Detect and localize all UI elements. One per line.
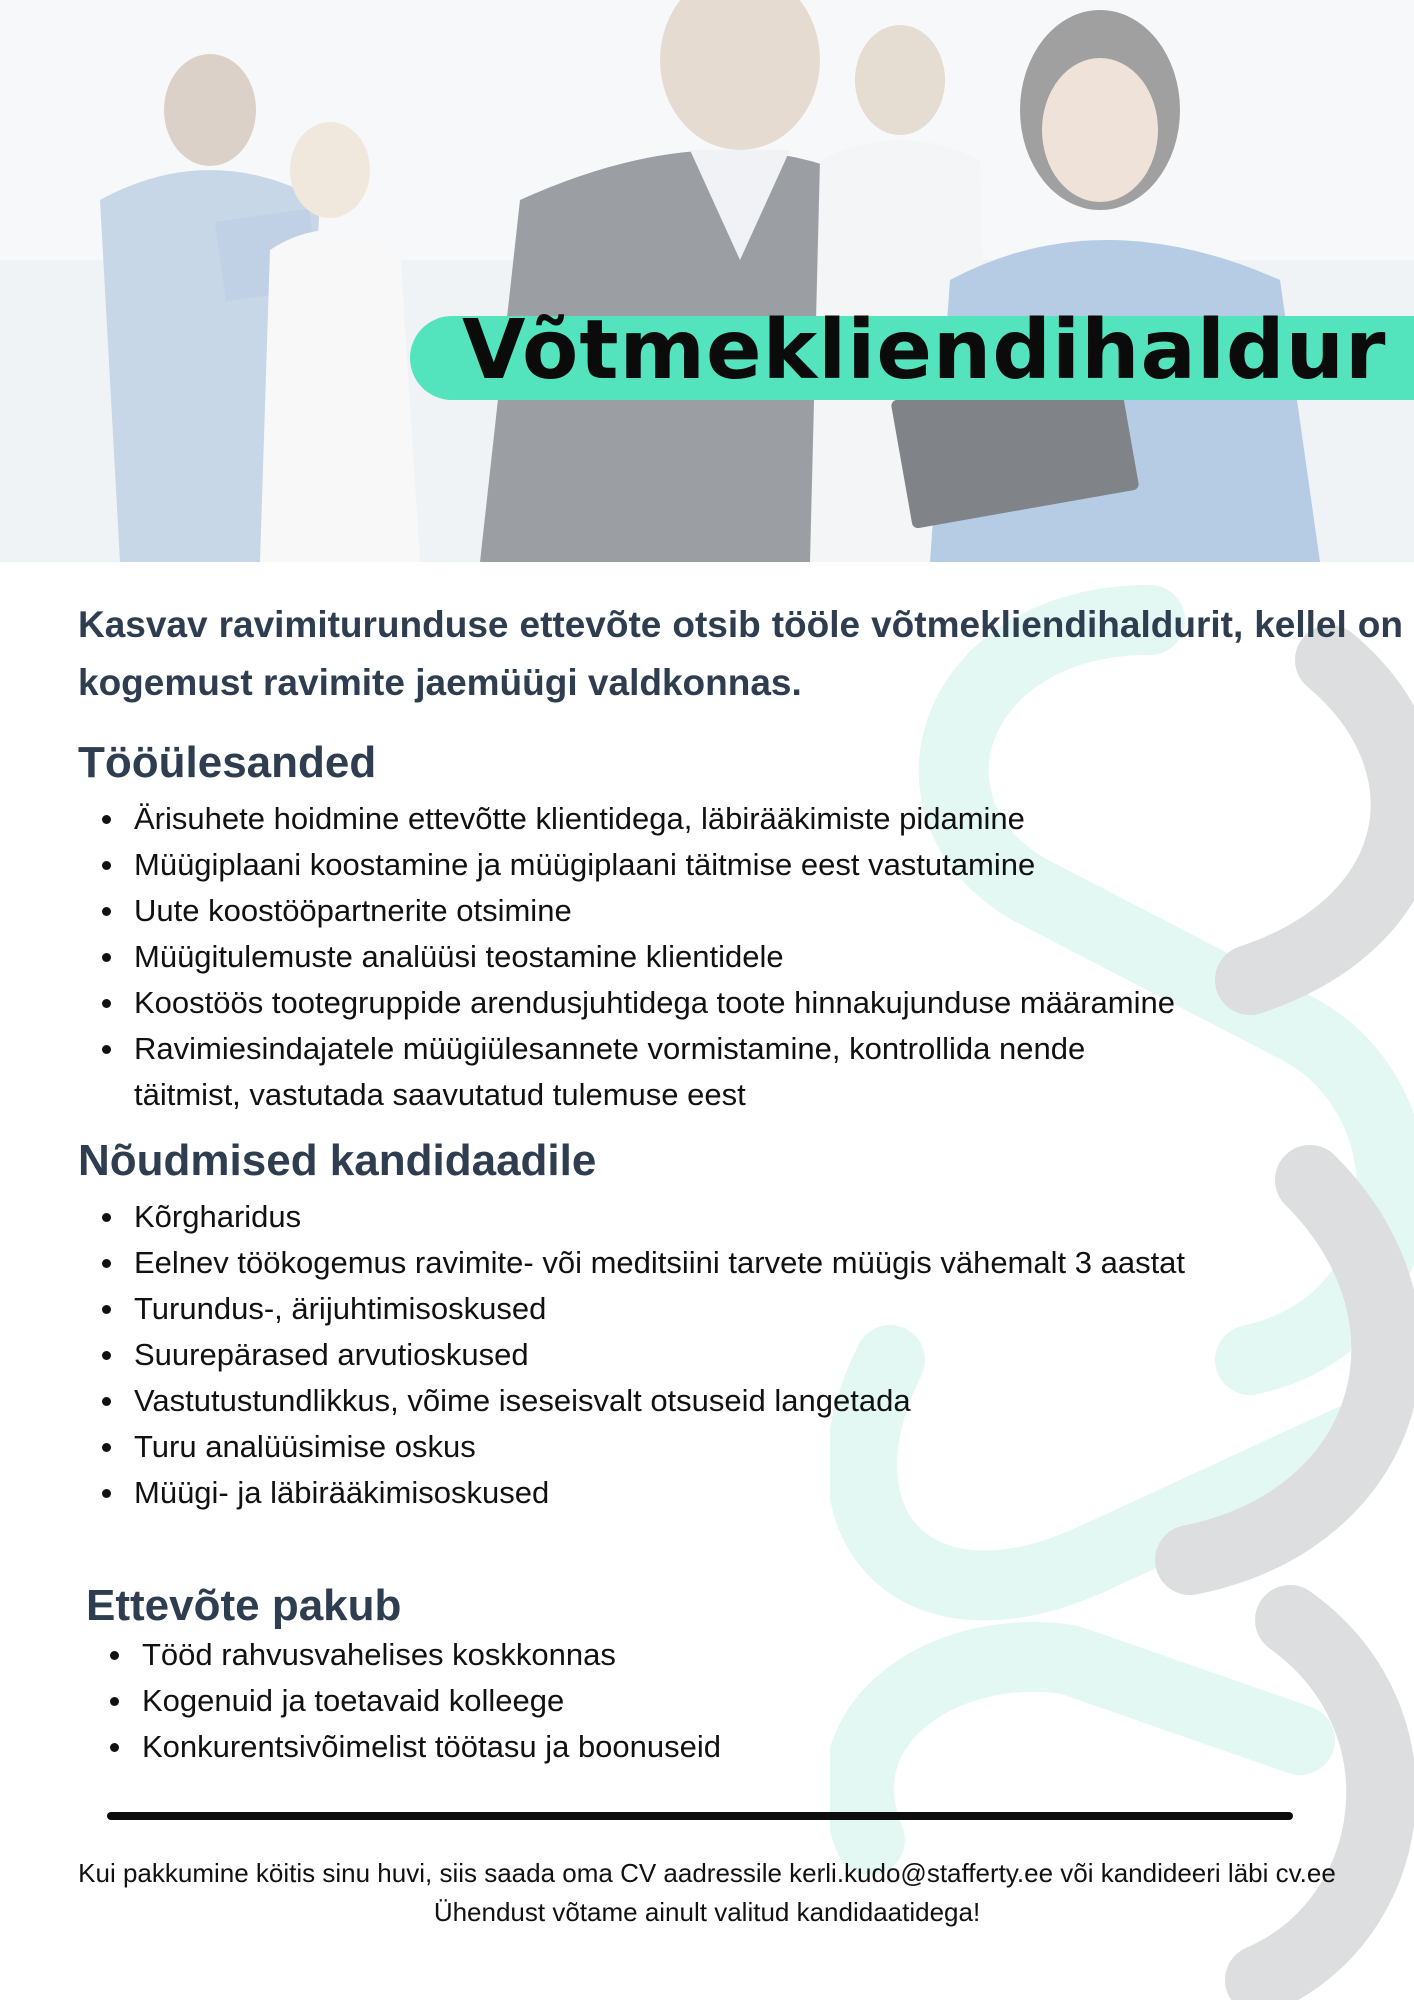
divider-line xyxy=(107,1812,1293,1820)
list-item: Uute koostööpartnerite otsimine xyxy=(78,888,1278,934)
footer-apply-text: Kui pakkumine köitis sinu huvi, siis saada oma CV aadressile kerli.kudo@stafferty.ee või kandideeri läbi cv.ee xyxy=(78,1858,1336,1888)
list-item: Müügitulemuste analüüsi teostamine klientidele xyxy=(78,934,1278,980)
list-item: Ravimiesindajatele müügiülesannete vormistamine, kontrollida nende täitmist, vastutada saavutatud tulemuse eest xyxy=(78,1026,1174,1118)
list-item: Konkurentsivõimelist töötasu ja boonuseid xyxy=(86,1724,986,1770)
medical-team-photo-icon xyxy=(0,0,1414,562)
list-item: Eelnev töökogemus ravimite- või meditsiini tarvete müügis vähemalt 3 aastat xyxy=(78,1240,1268,1286)
requirements-list xyxy=(78,1194,1268,1516)
offer-list xyxy=(86,1632,986,1770)
footer-note: Ühendust võtame ainult valitud kandidaatidega! xyxy=(433,1897,981,1927)
list-item: Turundus-, ärijuhtimisoskused xyxy=(78,1286,1268,1332)
hero-photo xyxy=(0,0,1414,562)
list-item: Turu analüüsimise oskus xyxy=(78,1424,1268,1470)
section-title-requirements: Nõudmised kandidaadile xyxy=(78,1136,597,1185)
intro-text: Kasvav ravimiturunduse ettevõte otsib tööle võtmekliendihaldurit, kellel on kogemust ravimite jaemüügi valdkonnas. xyxy=(78,604,1403,703)
intro-block xyxy=(78,596,1403,712)
duties-list xyxy=(78,796,1278,1118)
list-item: Suurepärased arvutioskused xyxy=(78,1332,1268,1378)
list-item: Ärisuhete hoidmine ettevõtte klientidega, läbirääkimiste pidamine xyxy=(78,796,1278,842)
list-item: Kõrgharidus xyxy=(78,1194,1268,1240)
job-title: Võtmekliendihaldur xyxy=(462,303,1387,398)
list-item: Müügi- ja läbirääkimisoskused xyxy=(78,1470,1268,1516)
list-item: Müügiplaani koostamine ja müügiplaani täitmise eest vastutamine xyxy=(78,842,1278,888)
list-item: Vastutustundlikkus, võime iseseisvalt otsuseid langetada xyxy=(78,1378,1268,1424)
list-item: Koostöös tootegruppide arendusjuhtidega toote hinnakujunduse määramine xyxy=(78,980,1278,1026)
section-title-duties: Tööülesanded xyxy=(78,738,377,787)
section-title-offer: Ettevõte pakub xyxy=(86,1581,402,1630)
footer-contact xyxy=(60,1854,1354,1932)
list-item: Kogenuid ja toetavaid kolleege xyxy=(86,1678,986,1724)
list-item: Tööd rahvusvahelises koskkonnas xyxy=(86,1632,986,1678)
